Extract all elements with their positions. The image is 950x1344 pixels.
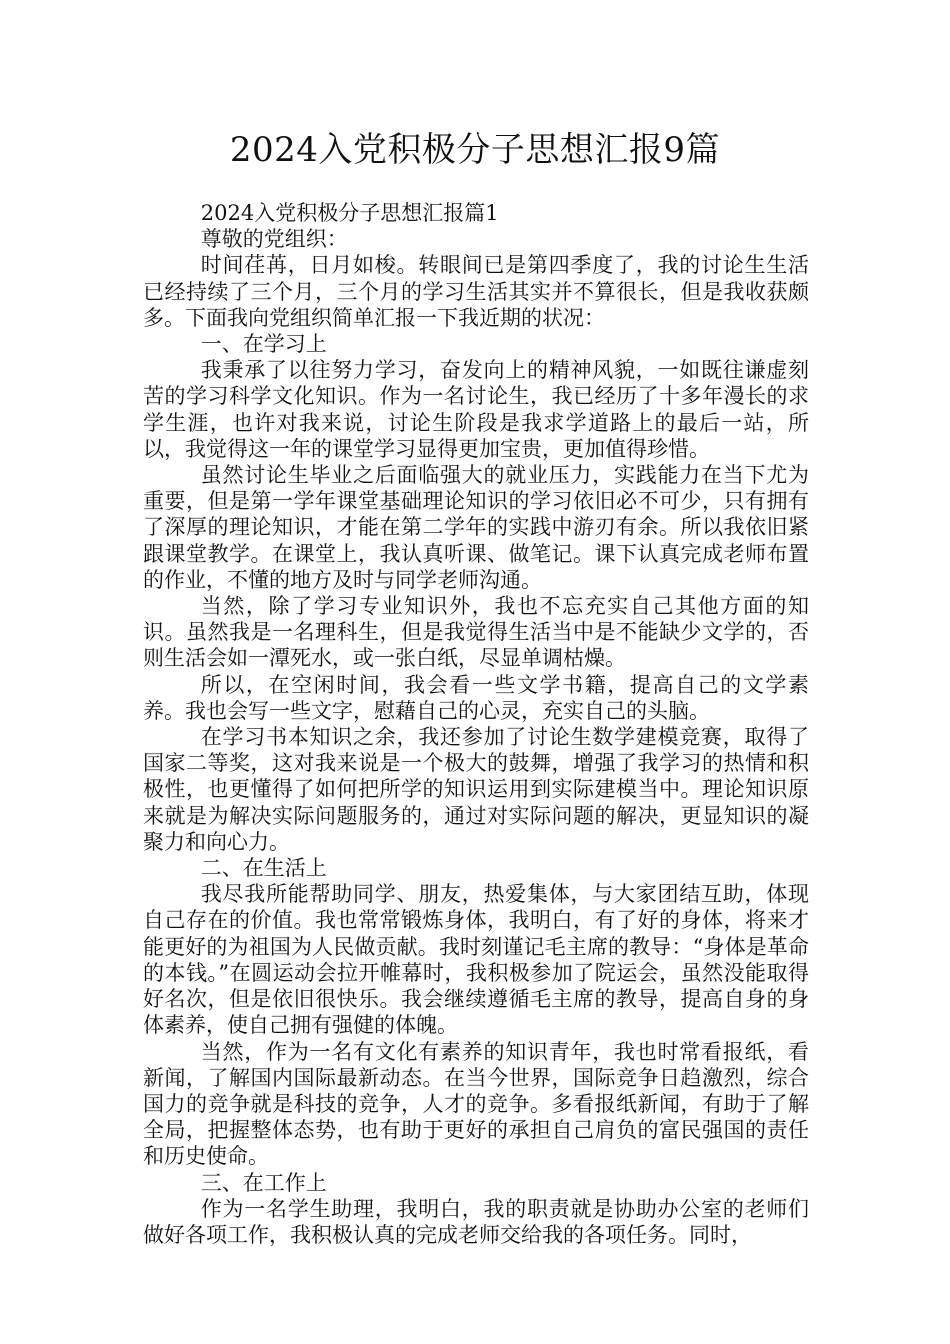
paragraph-life-1: 我尽我所能帮助同学、朋友，热爱集体，与大家团结互助，体现自己存在的价值。我也常常锻炼身体，我明白，有了好的身体，将来才能更好的为祖国为人民做贡献。我时刻谨记毛主席的教导：“身体是革命的本钱。”在圆运动会拉开帷幕时，我积极参加了院运会，虽然没能取得好名次，但是依旧很快乐。我会继续遵循毛主席的教导，提高自身的身体素养，使自己拥有强健的体魄。 <box>143 882 809 1038</box>
document-body <box>143 200 809 1248</box>
salutation: 尊敬的党组织： <box>200 227 348 252</box>
paragraph-study-4: 所以，在空闲时间，我会看一些文学书籍，提高自己的文学素养。我也会写一些文字，慰藉自己的心灵，充实自己的头脑。 <box>143 672 809 723</box>
section-heading-work: 三、在工作上 <box>200 1170 327 1195</box>
paragraph-intro: 时间荏苒，日月如梭。转眼间已是第四季度了，我的讨论生生活已经持续了三个月，三个月的学习生活其实并不算很长，但是我收获颇多。下面我向党组织简单汇报一下我近期的状况： <box>143 253 809 330</box>
paragraph-life-2: 当然，作为一名有文化有素养的知识青年，我也时常看报纸，看新闻，了解国内国际最新动态。在当今世界，国际竞争日趋激烈，综合国力的竞争就是科技的竞争，人才的竞争。多看报纸新闻，有助于了解全局，把握整体态势，也有助于更好的承担自己肩负的富民强国的责任和历史使命。 <box>143 1039 809 1169</box>
section-heading-study: 一、在学习上 <box>200 332 327 357</box>
section-heading-life: 二、在生活上 <box>200 856 327 881</box>
paragraph-study-2: 虽然讨论生毕业之后面临强大的就业压力，实践能力在当下尤为重要，但是第一学年课堂基础理论知识的学习依旧必不可少，只有拥有了深厚的理论知识，才能在第二学年的实践中游刃有余。所以我依旧紧跟课堂教学。在课堂上，我认真听课、做笔记。课下认真完成老师布置的作业，不懂的地方及时与同学老师沟通。 <box>143 463 809 592</box>
paragraph-study-3: 当然，除了学习专业知识外，我也不忘充实自己其他方面的知识。虽然我是一名理科生，但是我觉得生活当中是不能缺少文学的，否则生活会如一潭死水，或一张白纸，尽显单调枯燥。 <box>143 594 809 671</box>
paragraph-work-1: 作为一名学生助理，我明白，我的职责就是协助办公室的老师们做好各项工作，我积极认真的完成老师交给我的各项任务。同时， <box>143 1196 809 1247</box>
section-heading-part-1: 2024入党积极分子思想汇报篇1 <box>200 201 499 225</box>
paragraph-study-1: 我秉承了以往努力学习，奋发向上的精神风貌，一如既往谦虚刻苦的学习科学文化知识。作为一名讨论生，我已经历了十多年漫长的求学生涯，也许对我来说，讨论生阶段是我求学道路上的最后一站，所以，我觉得这一年的课堂学习显得更加宝贵，更加值得珍惜。 <box>143 358 809 461</box>
paragraph-study-5: 在学习书本知识之余，我还参加了讨论生数学建模竞赛，取得了国家二等奖，这对我来说是一个极大的鼓舞，增强了我学习的热情和积极性，也更懂得了如何把所学的知识运用到实际建模当中。理论知识原来就是为解决实际问题服务的，通过对实际问题的解决，更显知识的凝聚力和向心力。 <box>143 725 809 854</box>
document-title: 2024入党积极分子思想汇报9篇 <box>229 130 721 170</box>
